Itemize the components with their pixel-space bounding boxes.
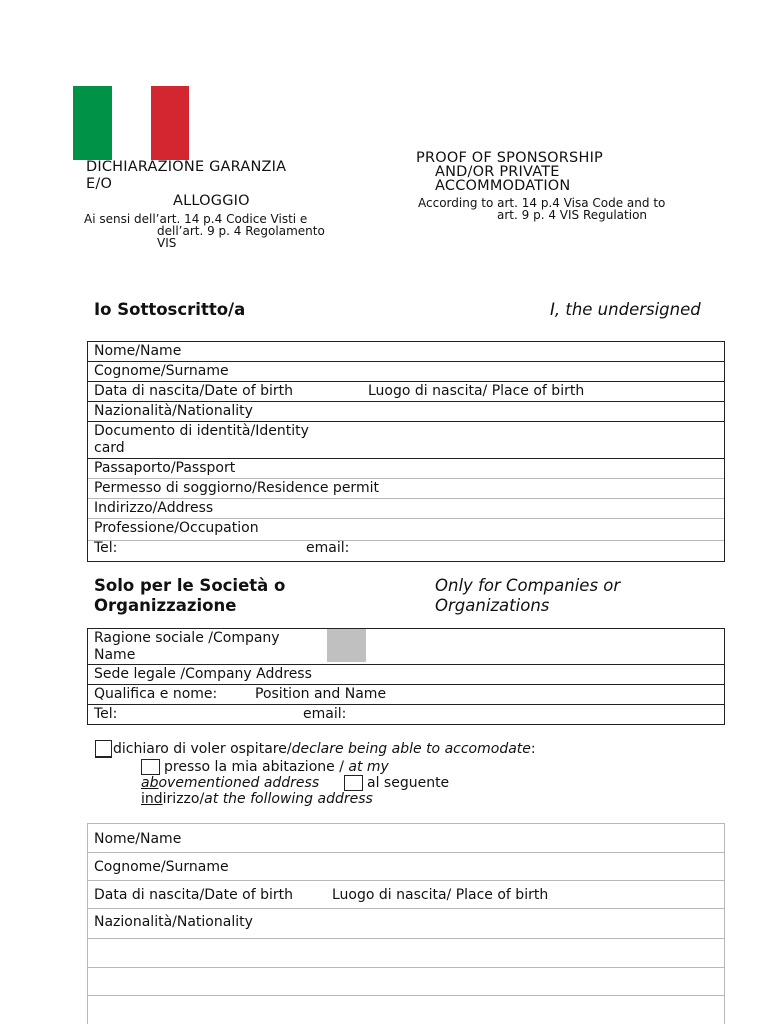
italian-flag-green-stripe [73, 86, 112, 160]
guest-dob-label: Data di nascita/Date of birth [94, 887, 293, 903]
field-position-label: Position and Name [255, 686, 387, 702]
guest-name-label: Nome/Name [94, 831, 182, 847]
declaration-colon: : [530, 741, 536, 757]
table-rule [87, 421, 725, 422]
table-rule [87, 995, 725, 996]
table-rule [87, 401, 725, 402]
company-title-en-line2: Organizations [435, 596, 550, 615]
table-rule [87, 823, 725, 824]
table-rule [87, 880, 725, 881]
field-nationality-label: Nazionalità/Nationality [94, 403, 253, 419]
shaded-cell [327, 629, 366, 662]
company-title-it-line2: Organizzazione [94, 596, 237, 615]
field-name-label: Nome/Name [94, 343, 182, 359]
own-address-option-cont [141, 775, 319, 792]
guest-pob-label: Luogo di nascita/ Place of birth [332, 887, 549, 903]
field-email-label: email: [306, 540, 350, 556]
table-border-right [724, 341, 725, 561]
field-address-label: Indirizzo/Address [94, 500, 214, 516]
field-residence-permit-label: Permesso di soggiorno/Residence permit [94, 480, 379, 496]
it-reference-line1: Ai sensi dell’art. 14 p.4 Codice Visti e [84, 212, 308, 226]
field-tel-label: Tel: [94, 540, 118, 556]
table-rule [87, 852, 725, 853]
field-company-email-label: email: [303, 706, 347, 722]
table-rule [87, 938, 725, 939]
other-address-option-it-b-ul: ind [141, 791, 163, 807]
field-company-address-label: Sede legale /Company Address [94, 666, 312, 682]
field-company-name-label-line1: Ragione sociale /Company [94, 630, 280, 646]
own-address-option [164, 759, 389, 776]
table-rule [87, 908, 725, 909]
field-passport-label: Passaporto/Passport [94, 460, 236, 476]
other-address-option-en: at the following address [204, 791, 373, 807]
undersigned-title-en: I, the undersigned [550, 300, 701, 319]
table-rule [87, 967, 725, 968]
declaration-text-it: dichiaro di voler ospitare/ [113, 741, 292, 757]
own-address-option-en-b-ul: ab [141, 775, 159, 791]
declare-checkbox[interactable] [95, 740, 112, 758]
en-reference-line2: art. 9 p. 4 VIS Regulation [497, 208, 648, 222]
field-occupation-label: Professione/Occupation [94, 520, 259, 536]
it-reference-line3: VIS [157, 236, 177, 250]
en-title-line2: AND/OR PRIVATE [435, 164, 560, 180]
table-rule [87, 458, 725, 459]
table-rule [87, 361, 725, 362]
en-reference-line1: According to art. 14 p.4 Visa Code and to [418, 196, 666, 210]
other-address-option-cont [141, 791, 373, 808]
table-rule [87, 518, 725, 519]
en-title-line3: ACCOMMODATION [435, 178, 571, 194]
other-address-option: al seguente [367, 775, 450, 791]
table-border-left [87, 341, 88, 561]
it-reference-line2: dell’art. 9 p. 4 Regolamento [157, 224, 325, 238]
it-title-line3: ALLOGGIO [173, 193, 250, 209]
en-title-line1: PROOF OF SPONSORSHIP [416, 150, 603, 166]
company-title-en-line1: Only for Companies or [435, 576, 621, 595]
own-address-option-en: at my [348, 759, 389, 775]
table-rule [87, 664, 725, 665]
guest-nationality-label: Nazionalità/Nationality [94, 914, 253, 930]
field-pob-label: Luogo di nascita/ Place of birth [368, 383, 585, 399]
field-dob-label: Data di nascita/Date of birth [94, 383, 293, 399]
own-address-checkbox[interactable] [141, 759, 160, 775]
other-address-option-it-b: irizzo/ [162, 791, 205, 807]
own-address-option-en-b: ovementioned address [158, 775, 320, 791]
guest-surname-label: Cognome/Surname [94, 859, 229, 875]
table-border-left [87, 823, 88, 1024]
table-rule [87, 724, 725, 725]
table-rule [87, 628, 725, 629]
field-surname-label: Cognome/Surname [94, 363, 229, 379]
it-title-line1: DICHIARAZIONE GARANZIA [86, 159, 287, 175]
own-address-option-it: presso la mia abitazione / [164, 759, 349, 775]
field-id-card-label-line2: card [94, 440, 125, 456]
declaration-text-en: declare being able to accomodate [291, 741, 531, 757]
table-rule [87, 684, 725, 685]
table-border-right [724, 628, 725, 725]
table-rule [87, 341, 725, 342]
table-rule [87, 381, 725, 382]
it-title-line2: E/O [86, 176, 113, 192]
table-rule [87, 540, 725, 541]
table-rule [87, 704, 725, 705]
declaration-text [113, 741, 536, 758]
table-rule [87, 561, 725, 562]
table-rule [87, 478, 725, 479]
table-border-right [724, 823, 725, 1024]
undersigned-title-it: Io Sottoscritto/a [94, 300, 246, 319]
field-company-name-label-line2: Name [94, 647, 136, 663]
other-address-checkbox[interactable] [344, 775, 363, 791]
field-company-tel-label: Tel: [94, 706, 118, 722]
field-qualifica-label: Qualifica e nome: [94, 686, 218, 702]
italian-flag-red-stripe [151, 86, 189, 160]
field-id-card-label-line1: Documento di identità/Identity [94, 423, 309, 439]
table-rule [87, 498, 725, 499]
company-title-it-line1: Solo per le Società o [94, 576, 286, 595]
table-border-left [87, 628, 88, 725]
